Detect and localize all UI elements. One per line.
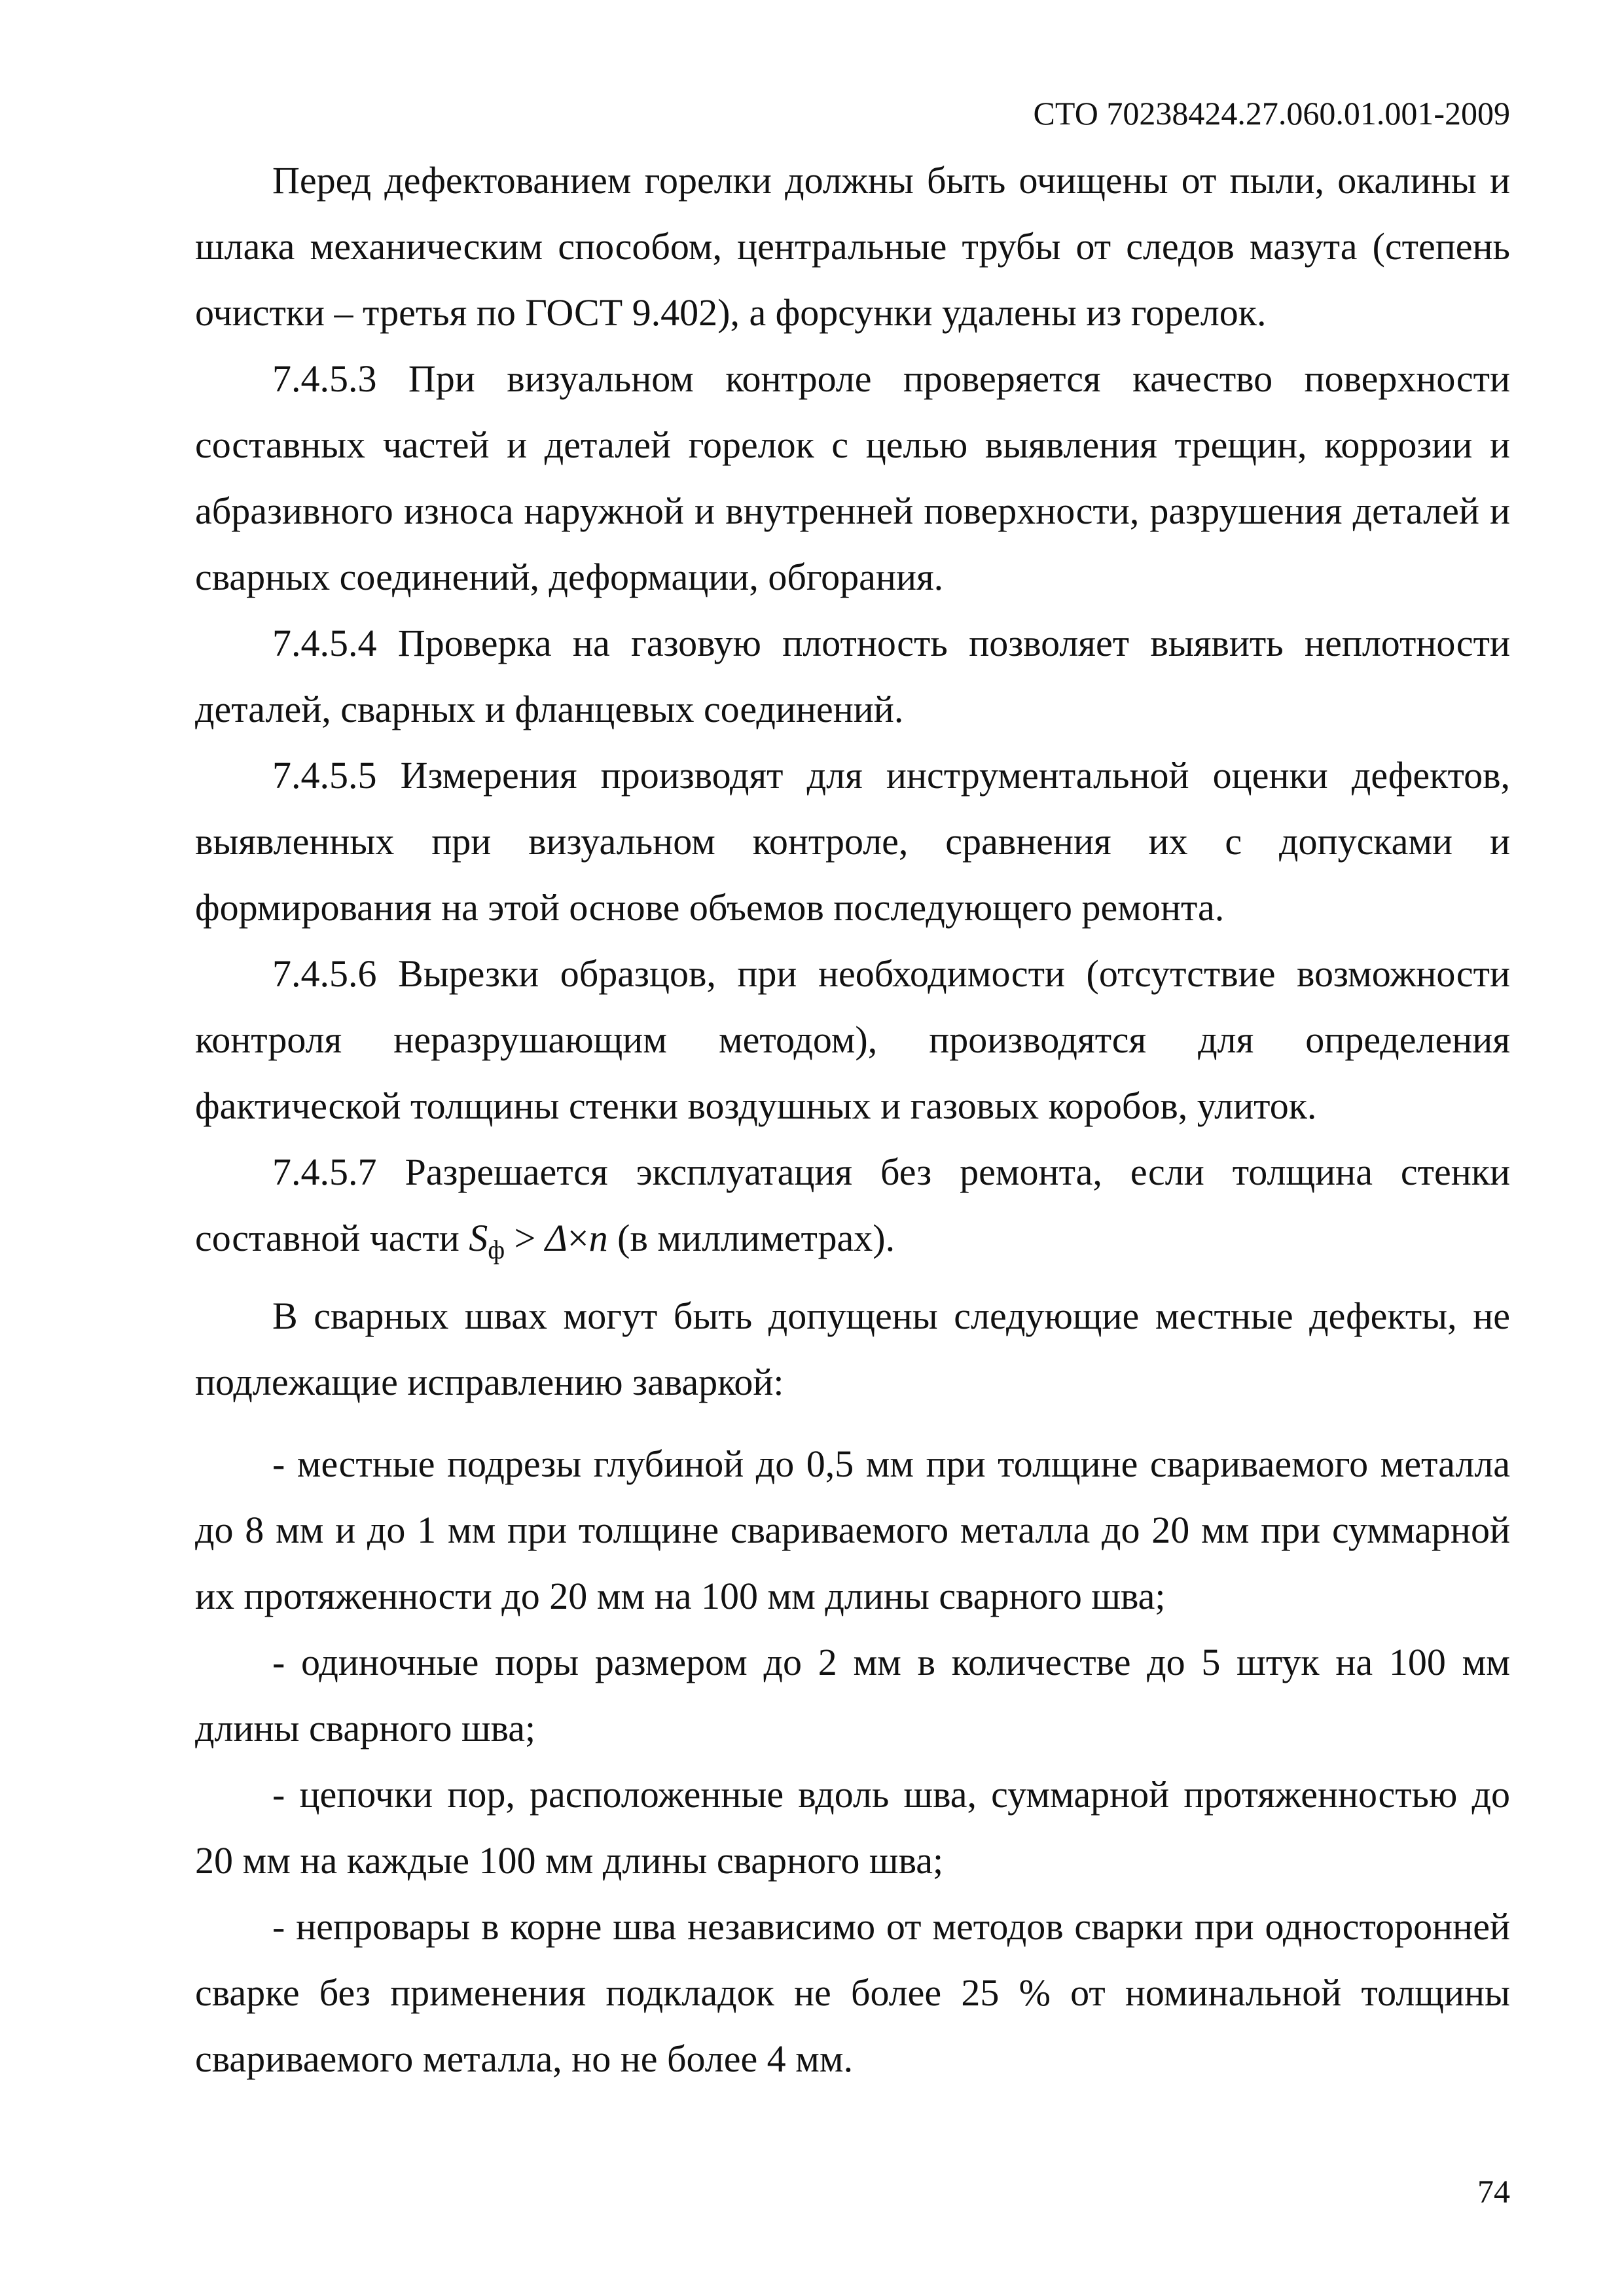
formula-variable-n: n bbox=[588, 1217, 608, 1259]
formula-operator-gt: > bbox=[505, 1217, 545, 1259]
paragraph-weld-defects-intro: В сварных швах могут быть допущены следующие местные дефекты, не подлежащие исправлению заваркой: bbox=[195, 1295, 1510, 1403]
formula-variable-delta: Δ bbox=[545, 1217, 568, 1259]
formula-operator-times: × bbox=[567, 1217, 589, 1259]
formula-variable-s: S bbox=[469, 1217, 488, 1259]
list-item-lack-of-penetration: - непровары в корне шва независимо от методов сварки при односторонней сварке без применения подкладок не более 25 % от номинальной толщины свариваемого металла, но не более 4 мм. bbox=[195, 1905, 1510, 2080]
paragraph-7-4-5-4: 7.4.5.4 Проверка на газовую плотность позволяет выявить неплотности деталей, сварных и фланцевых соединений. bbox=[195, 622, 1510, 730]
paragraph-7-4-5-3: 7.4.5.3 При визуальном контроле проверяется качество поверхности составных частей и деталей горелок с целью выявления трещин, коррозии и абразивного износа наружной и внутренней поверхности, разрушения деталей и сварных соединений, деформации, обгорания. bbox=[195, 357, 1510, 598]
paragraph-7-4-5-7 bbox=[195, 1139, 1510, 1283]
paragraph-7-4-5-5: 7.4.5.5 Измерения производят для инструментальной оценки дефектов, выявленных при визуальном контроле, сравнения их с допусками и формирования на этой основе объемов последующего ремонта. bbox=[195, 754, 1510, 929]
paragraph-7-4-5-6: 7.4.5.6 Вырезки образцов, при необходимости (отсутствие возможности контроля неразрушающим методом), производятся для определения фактической толщины стенки воздушных и газовых коробов, улиток. bbox=[195, 952, 1510, 1127]
document-body bbox=[195, 147, 1510, 2092]
list-item-single-pores: - одиночные поры размером до 2 мм в количестве до 5 штук на 100 мм длины сварного шва; bbox=[195, 1641, 1510, 1749]
formula-subscript-f: ф bbox=[488, 1235, 505, 1265]
document-code-header: СТО 70238424.27.060.01.001-2009 bbox=[1033, 95, 1510, 132]
page-number: 74 bbox=[1477, 2173, 1510, 2210]
paragraph-cleaning: Перед дефектованием горелки должны быть очищены от пыли, окалины и шлака механическим способом, центральные трубы от следов мазута (степень очистки – третья по ГОСТ 9.402), а форсунки удалены из горелок. bbox=[195, 159, 1510, 334]
paragraph-7-4-5-7-units: (в миллиметрах). bbox=[607, 1217, 895, 1259]
list-item-pore-chains: - цепочки пор, расположенные вдоль шва, суммарной протяженностью до 20 мм на каждые 100 мм длины сварного шва; bbox=[195, 1773, 1510, 1882]
list-item-undercuts: - местные подрезы глубиной до 0,5 мм при толщине свариваемого металла до 8 мм и до 1 мм при толщине свариваемого металла до 20 мм при суммарной их протяженности до 20 мм на 100 мм длины сварного шва; bbox=[195, 1443, 1510, 1617]
paragraph-7-4-5-7-text: 7.4.5.7 Разрешается эксплуатация без ремонта, если толщина стенки составной части bbox=[195, 1151, 1510, 1259]
